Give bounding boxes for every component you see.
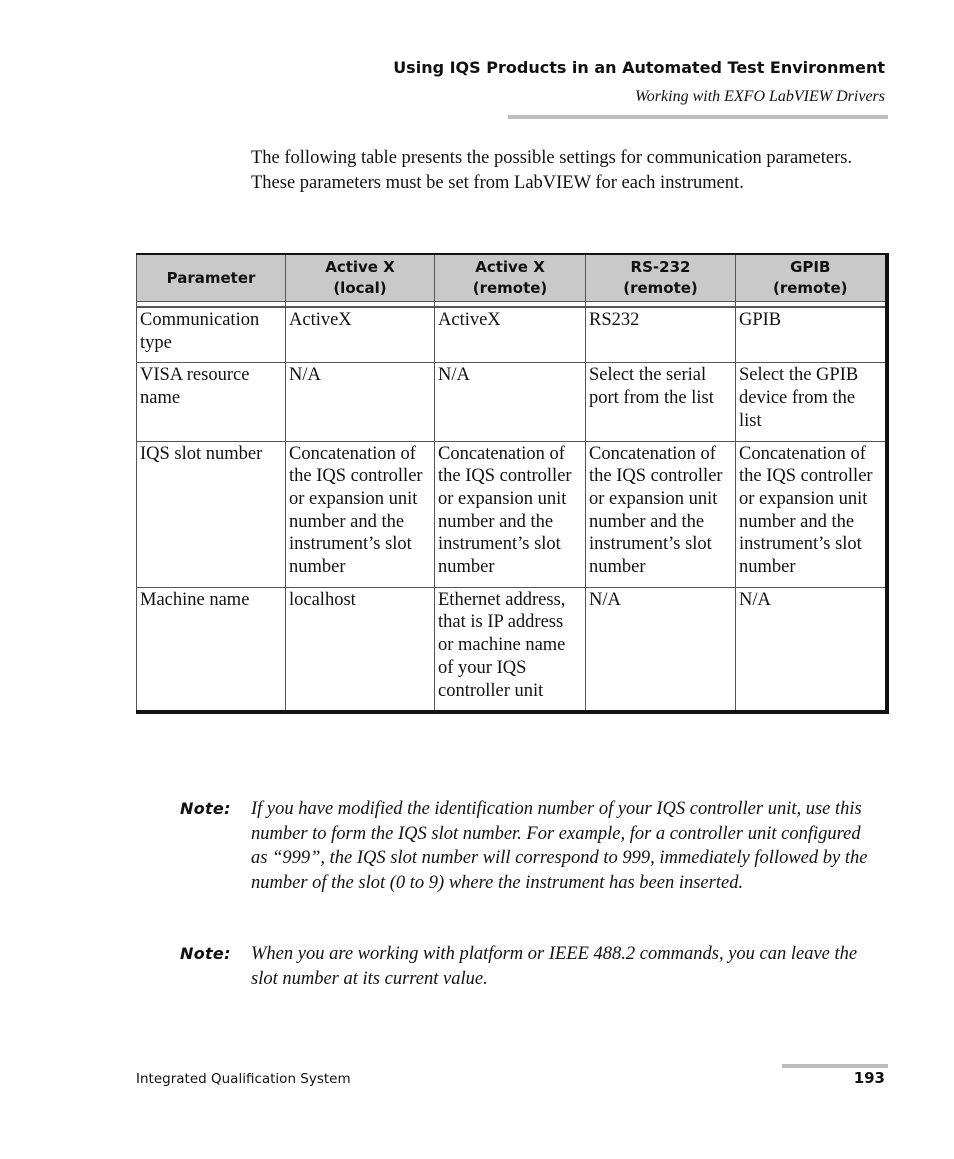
note-modified-id (180, 797, 880, 895)
note-label: Note: (180, 944, 231, 963)
table-cell: Select the serial port from the list (586, 363, 736, 441)
table-header-row (137, 254, 887, 302)
table-cell: N/A (586, 587, 736, 712)
intro-paragraph: The following table presents the possible settings for communication parameters. These parameters must be set from LabVIEW for each instrument. (251, 148, 853, 193)
table-cell: N/A (435, 363, 586, 441)
header-gpib-remote: GPIB (remote) (736, 254, 887, 302)
table-row (137, 363, 887, 441)
table-cell: ActiveX (286, 307, 435, 363)
table-cell: Communication type (137, 307, 286, 363)
note-label: Note: (180, 799, 231, 818)
table-cell: GPIB (736, 307, 887, 363)
table-cell: Machine name (137, 587, 286, 712)
table-cell: RS232 (586, 307, 736, 363)
footer-title: Integrated Qualification System (136, 1071, 351, 1087)
table-cell: Concatenation of the IQS controller or expansion unit number and the instrument’s slot number (286, 441, 435, 587)
table-cell: IQS slot number (137, 441, 286, 587)
page-number: 193 (853, 1069, 885, 1087)
table-cell: Ethernet address, that is IP address or machine name of your IQS controller unit (435, 587, 586, 712)
header-title: Using IQS Products in an Automated Test Environment (393, 58, 885, 77)
header-parameter: Parameter (137, 254, 286, 302)
note-text: When you are working with platform or IEEE 488.2 commands, you can leave the slot number at its current value. (251, 944, 858, 989)
table-cell: Concatenation of the IQS controller or expansion unit number and the instrument’s slot number (736, 441, 887, 587)
table-cell: Concatenation of the IQS controller or expansion unit number and the instrument’s slot number (435, 441, 586, 587)
table-cell: VISA resource name (137, 363, 286, 441)
table-row (137, 441, 887, 587)
note-text: If you have modified the identification number of your IQS controller unit, use this number to form the IQS slot number. For example, for a controller unit configured as “999”, the IQS slot number will correspond to 999, immediately followed by the number of the slot (0 to 9) where the instrument has been inserted. (251, 799, 868, 893)
parameters-table (136, 253, 889, 714)
table-cell: N/A (286, 363, 435, 441)
header-rs232-remote: RS-232 (remote) (586, 254, 736, 302)
header-rule (508, 115, 888, 119)
table-cell: N/A (736, 587, 887, 712)
header-activex-local: Active X (local) (286, 254, 435, 302)
table-row (137, 587, 887, 712)
header-activex-remote: Active X (remote) (435, 254, 586, 302)
table-cell: Select the GPIB device from the list (736, 363, 887, 441)
table-row (137, 307, 887, 363)
footer-rule (782, 1064, 888, 1068)
header-subtitle: Working with EXFO LabVIEW Drivers (634, 88, 885, 105)
table-cell: ActiveX (435, 307, 586, 363)
table-cell: Concatenation of the IQS controller or expansion unit number and the instrument’s slot number (586, 441, 736, 587)
note-platform-commands (180, 942, 880, 991)
table-cell: localhost (286, 587, 435, 712)
